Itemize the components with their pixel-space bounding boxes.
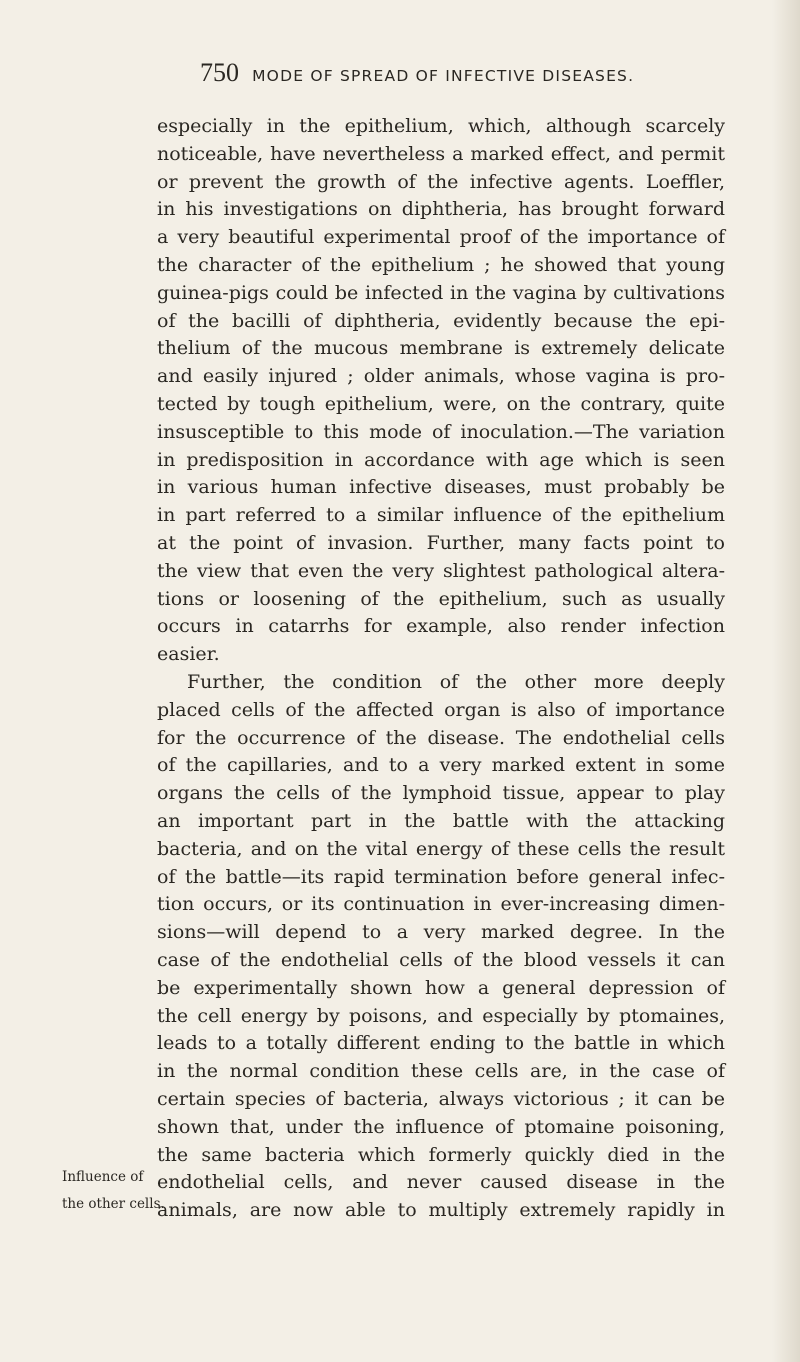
text-line: the same bacteria which formerly quickly died in the <box>157 1143 725 1166</box>
text-line: thelium of the mucous membrane is extremely delicate <box>157 337 725 360</box>
text-line: the view that even the very slightest pathological altera- <box>157 559 725 582</box>
text-line: noticeable, have nevertheless a marked effect, and permit <box>157 142 725 165</box>
text-line: be experimentally shown how a general depression of <box>157 976 725 999</box>
text-line: tions or loosening of the epithelium, such as usually <box>157 587 725 610</box>
text-line: certain species of bacteria, always victorious ; it can be <box>157 1088 725 1110</box>
text-line: of the bacilli of diphtheria, evidently because the epi- <box>157 309 725 332</box>
text-line: occurs in catarrhs for example, also render infection <box>157 615 725 638</box>
text-line: or prevent the growth of the infective agents. Loeffler, <box>157 170 725 193</box>
page-edge-shadow <box>772 0 800 1362</box>
text-line: of the capillaries, and to a very marked extent in some <box>157 754 725 777</box>
text-line: in the normal condition these cells are, in the case of <box>157 1060 725 1083</box>
text-line: bacteria, and on the vital energy of these cells the result <box>157 837 725 860</box>
text-line: tion occurs, or its continuation in ever-increasing dimen- <box>157 893 725 916</box>
text-line: a very beautiful experimental proof of the importance of <box>157 226 725 249</box>
margin-note-line-1: Influence of <box>62 1169 144 1185</box>
text-line: guinea-pigs could be infected in the vagina by cultivations <box>157 281 725 304</box>
text-line: for the occurrence of the disease. The endothelial cells <box>157 726 725 749</box>
text-line: of the battle—its rapid termination before general infec- <box>157 865 725 888</box>
page-header <box>200 58 634 88</box>
text-line: case of the endothelial cells of the blood vessels it can <box>157 949 725 971</box>
text-line: shown that, under the influence of ptomaine poisoning, <box>157 1115 725 1138</box>
text-line: in various human infective diseases, must probably be <box>157 476 725 499</box>
text-line: Further, the condition of the other more deeply <box>187 671 725 693</box>
text-line: especially in the epithelium, which, although scarcely <box>157 115 725 137</box>
margin-note-line-2: the other cells. <box>62 1196 165 1212</box>
text-line: at the point of invasion. Further, many facts point to <box>157 532 725 554</box>
text-line: an important part in the battle with the attacking <box>157 810 725 832</box>
text-line: leads to a totally different ending to the battle in which <box>157 1032 725 1055</box>
text-line: in his investigations on diphtheria, has brought forward <box>157 198 725 221</box>
text-line: in predisposition in accordance with age which is seen <box>157 448 725 471</box>
text-line: tected by tough epithelium, were, on the contrary, quite <box>157 393 725 415</box>
text-line: and easily injured ; older animals, whose vagina is pro- <box>157 365 725 388</box>
text-line: endothelial cells, and never caused disease in the <box>157 1171 725 1194</box>
text-line: sions—will depend to a very marked degree. In the <box>157 921 725 944</box>
text-line: animals, are now able to multiply extremely rapidly in <box>157 1199 725 1222</box>
text-line: easier. <box>157 643 220 666</box>
page-number: 750 <box>200 58 239 87</box>
text-line: in part referred to a similar influence of the epithelium <box>157 504 725 527</box>
text-line: the cell energy by poisons, and especially by ptomaines, <box>157 1004 725 1027</box>
text-line: insusceptible to this mode of inoculation.—The variation <box>157 420 725 443</box>
text-line: organs the cells of the lymphoid tissue, appear to play <box>157 782 725 805</box>
running-head: MODE OF SPREAD OF INFECTIVE DISEASES. <box>252 67 635 85</box>
text-line: the character of the epithelium ; he showed that young <box>157 254 725 276</box>
text-line: placed cells of the affected organ is also of importance <box>157 698 725 721</box>
